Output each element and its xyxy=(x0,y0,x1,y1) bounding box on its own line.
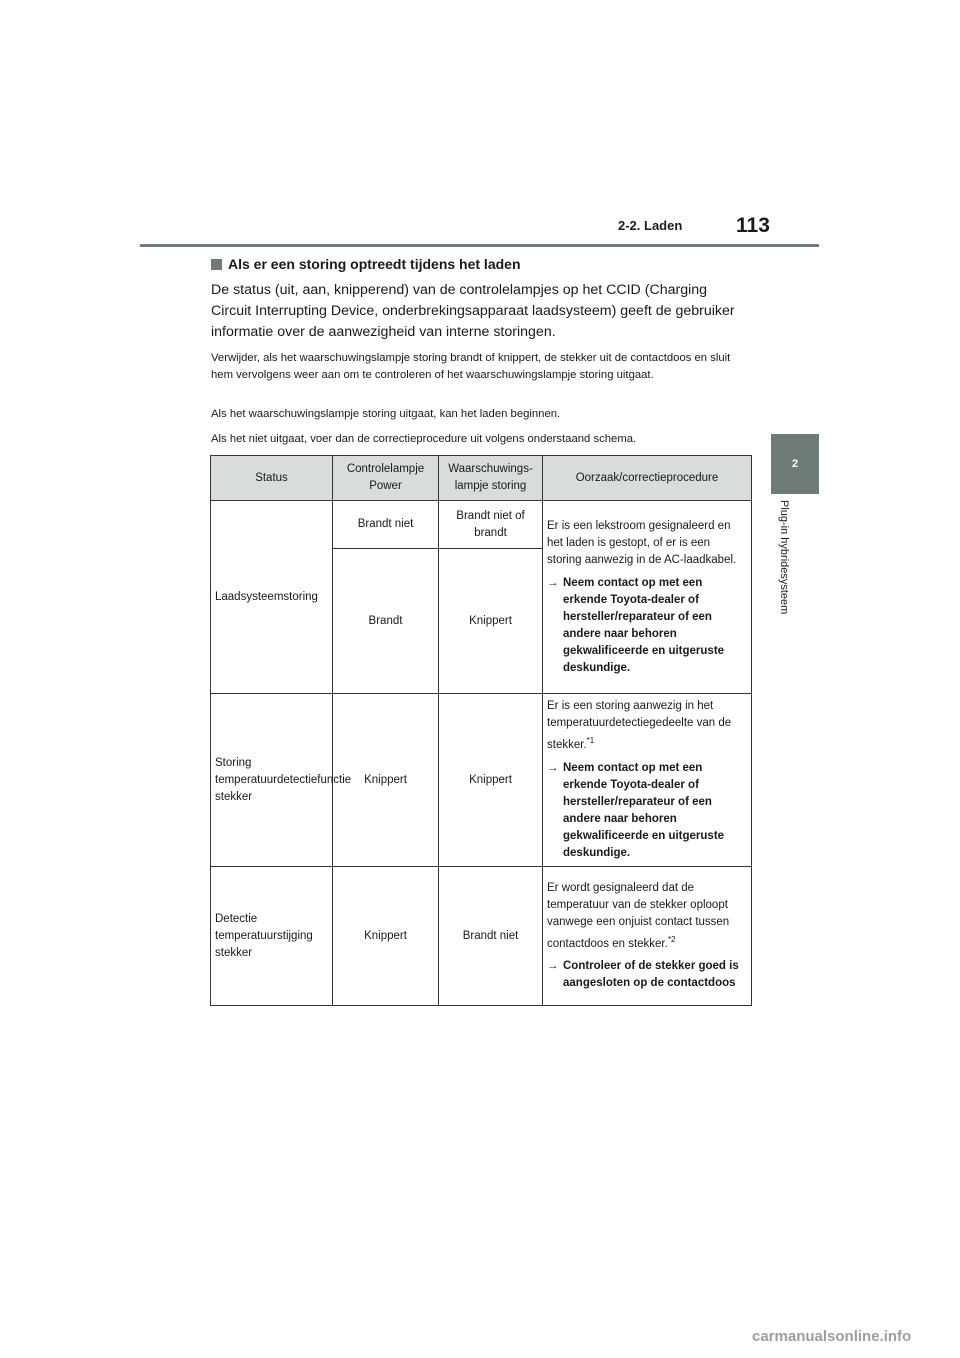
section-heading xyxy=(211,256,521,272)
warning-lamp-cell: Knippert xyxy=(439,694,543,867)
remedy-text: Controleer of de stekker goed is aangesloten op de contactdoos xyxy=(563,960,739,990)
watermark: carmanualsonline.info xyxy=(752,1328,912,1345)
cause-text xyxy=(547,880,747,953)
arrow-icon: → xyxy=(547,576,559,589)
warning-lamp-cell: Knippert xyxy=(439,549,543,694)
table-row xyxy=(211,501,752,549)
page-number: 113 xyxy=(736,214,770,237)
remedy-text: Neem contact op met een erkende Toyota-dealer of hersteller/reparateur of een andere naar behoren gekwalificeerde en uitgeruste deskundige. xyxy=(563,761,725,859)
remedy-text: Neem contact op met een erkende Toyota-dealer of hersteller/reparateur of een andere naar behoren gekwalificeerde en uitgeruste deskundige. xyxy=(563,576,725,674)
note-paragraph: Als het waarschuwingslampje storing uitgaat, kan het laden beginnen. xyxy=(211,408,561,420)
status-table xyxy=(210,455,752,1006)
remedy xyxy=(547,958,747,992)
table-row xyxy=(211,694,752,867)
status-cell: Laadsysteemstoring xyxy=(211,501,333,694)
remedy xyxy=(547,575,747,677)
remedy xyxy=(547,760,747,862)
column-header: Oorzaak/correctieprocedure xyxy=(543,456,752,501)
table-header-row xyxy=(211,456,752,501)
warning-lamp-cell: Brandt niet xyxy=(439,867,543,1006)
note-paragraph: Als het niet uitgaat, voer dan de correctieprocedure uit volgens onderstaand schema. xyxy=(211,433,637,445)
status-cell: Detectie temperatuurstijging stekker xyxy=(211,867,333,1006)
chapter-side-label xyxy=(778,500,806,660)
header-divider xyxy=(140,244,819,247)
arrow-icon: → xyxy=(547,761,559,774)
status-cell: Storing temperatuurdetectiefunctie stekker xyxy=(211,694,333,867)
chapter-title: Plug-in hybridesysteem xyxy=(778,500,790,615)
cause-text-body: Er is een storing aanwezig in het temperatuurdetectiegedeelte van de stekker. xyxy=(547,700,732,751)
warning-lamp-cell: Brandt niet of brandt xyxy=(439,501,543,549)
power-lamp-cell: Knippert xyxy=(333,694,439,867)
arrow-icon: → xyxy=(547,960,559,973)
intro-paragraph: De status (uit, aan, knipperend) van de controlelampjes op het CCID (Charging Circuit Interrupting Device, onderbrekingsapparaat laadsysteem) geeft de gebruiker informatie over de aanwezigheid van interne storingen. xyxy=(211,282,735,340)
square-bullet-icon xyxy=(211,259,222,270)
note-paragraph: Verwijder, als het waarschuwingslampje storing brandt of knippert, de stekker uit de contactdoos en sluit hem vervolgens weer aan om te controleren of het waarschuwingslampje storing uitgaat. xyxy=(211,352,731,381)
column-header: Controlelampje Power xyxy=(333,456,439,501)
power-lamp-cell: Brandt niet xyxy=(333,501,439,549)
cause-text-body: Er wordt gesignaleerd dat de temperatuur van de stekker oploopt vanwege een onjuist contact tussen contactdoos en stekker. xyxy=(547,881,730,950)
cause-cell xyxy=(543,694,752,867)
column-header: Waarschuwings-lampje storing xyxy=(439,456,543,501)
cause-cell xyxy=(543,867,752,1006)
chapter-tab: 2 xyxy=(771,434,819,494)
header-section-title: 2-2. Laden xyxy=(618,218,683,233)
power-lamp-cell: Knippert xyxy=(333,867,439,1006)
cause-text: Er is een lekstroom gesignaleerd en het laden is gestopt, of er is een storing aanwezig in de AC-laadkabel. xyxy=(547,519,737,566)
power-lamp-cell: Brandt xyxy=(333,549,439,694)
table-row xyxy=(211,867,752,1006)
column-header: Status xyxy=(211,456,333,501)
footnote-marker: *2 xyxy=(667,934,676,944)
cause-cell xyxy=(543,501,752,694)
section-heading-text: Als er een storing optreedt tijdens het laden xyxy=(228,256,521,272)
footnote-marker: *1 xyxy=(586,736,595,746)
cause-text xyxy=(547,698,747,754)
